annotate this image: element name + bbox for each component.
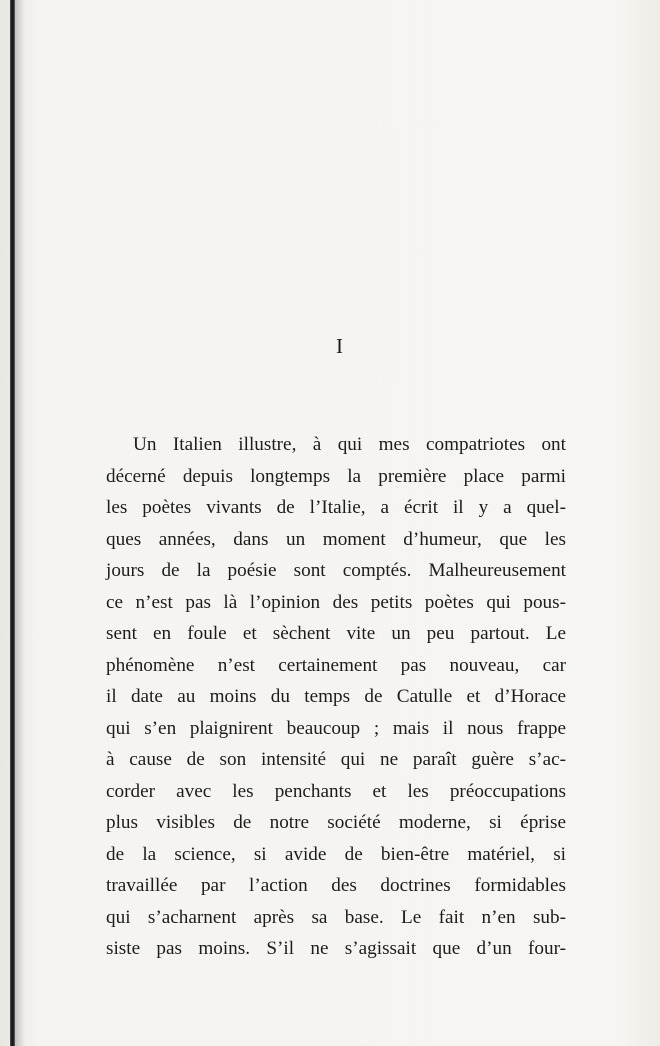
text-line: décerné depuis longtemps la première place parmi <box>106 465 566 487</box>
text-line: ques années, dans un moment d’humeur, que les <box>106 528 566 550</box>
text-line: phénomène n’est certainement pas nouveau, car <box>106 654 566 676</box>
chapter-number: I <box>336 334 344 358</box>
text-line: jours de la poésie sont comptés. Malheureusement <box>106 560 566 581</box>
text-line: corder avec les penchants et les préoccupations <box>106 780 566 802</box>
text-line: ce n’est pas là l’opinion des petits poètes qui pous- <box>106 591 566 613</box>
text-line: il date au moins du temps de Catulle et d’Horace <box>106 686 566 707</box>
text-line: siste pas moins. S’il ne s’agissait que d’un four- <box>106 938 566 959</box>
text-line: plus visibles de notre société moderne, si éprise <box>106 812 566 833</box>
text-line: à cause de son intensité qui ne paraît guère s’ac- <box>106 749 566 770</box>
text-line: Un Italien illustre, à qui mes compatriotes ont <box>133 434 566 455</box>
text-line: travaillée par l’action des doctrines formidables <box>106 875 566 896</box>
text-line: sent en foule et sèchent vite un peu partout. Le <box>106 623 566 644</box>
body-text <box>106 429 566 965</box>
text-line: les poètes vivants de l’Italie, a écrit il y a quel- <box>106 497 566 518</box>
text-line: qui s’en plaignirent beaucoup ; mais il nous frappe <box>106 717 566 739</box>
text-line: de la science, si avide de bien-être matériel, si <box>106 843 566 865</box>
binding-shadow <box>15 0 25 1046</box>
text-line: qui s’acharnent après sa base. Le fait n’en sub- <box>106 906 566 928</box>
